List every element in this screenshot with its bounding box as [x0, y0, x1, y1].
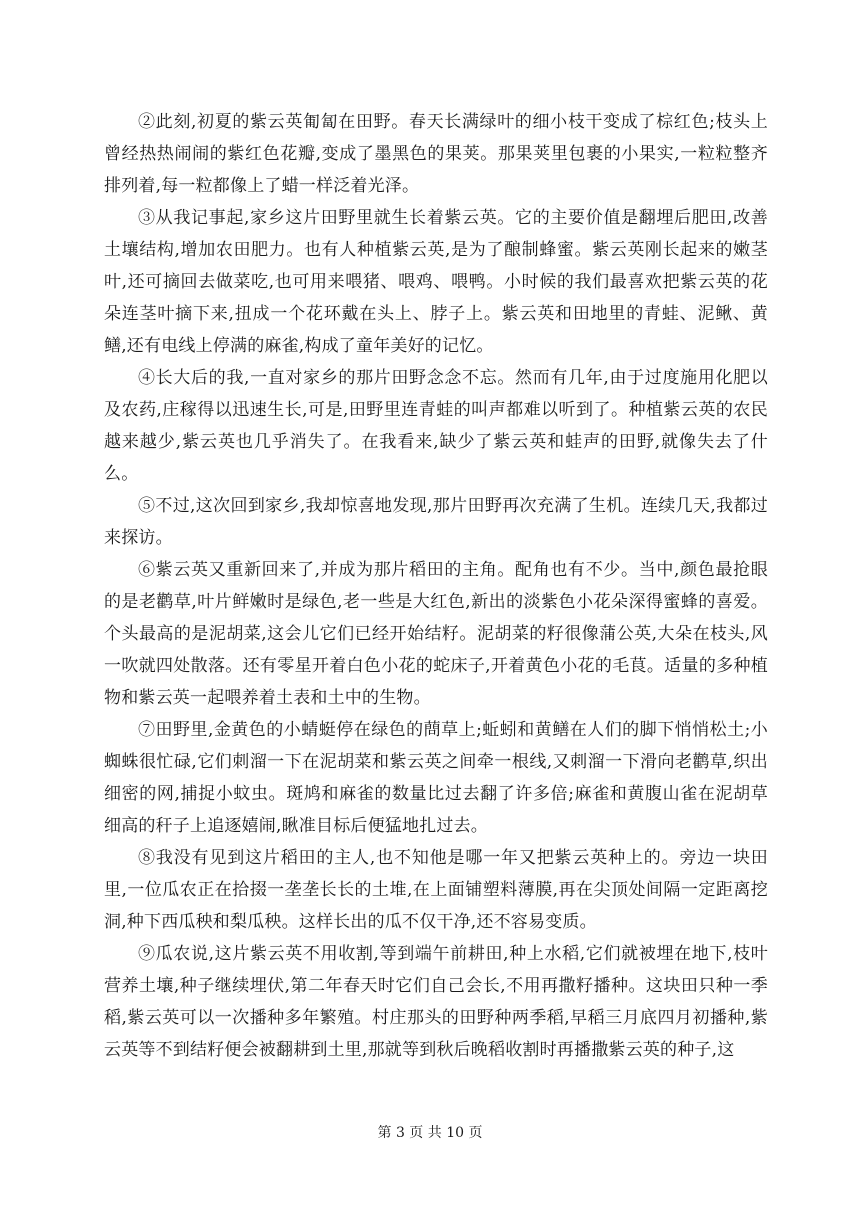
paragraph-8: ⑧我没有见到这片稻田的主人,也不知他是哪一年又把紫云英种上的。旁边一块田里,一位瓜农正在拾掇一垄垄长长的土堆,在上面铺塑料薄膜,再在尖顶处间隔一定距离挖洞,种下西瓜秧和梨瓜秧。这样长出的瓜不仅干净,还不容易变质。: [104, 848, 768, 932]
page-number-footer: 第 3 页 共 10 页: [377, 1125, 483, 1141]
paragraph-7: ⑦田野里,金黄色的小蜻蜓停在绿色的蔄草上;蚯蚓和黄鳝在人们的脚下悄悄松土;小蜘蛛很忙碌,它们刺溜一下在泥胡菜和紫云英之间牵一根线,又刺溜一下滑向老鹳草,织出细密的网,捕捉小蚊虫。斑鸠和麻雀的数量比过去翻了许多倍;麻雀和黄腹山雀在泥胡草细高的秆子上追逐嬉闹,瞅准目标后便猛地扎过去。: [104, 720, 768, 836]
document-body: [104, 106, 768, 1066]
paragraph-5: ⑤不过,这次回到家乡,我却惊喜地发现,那片田野再次充满了生机。连续几天,我都过来探访。: [104, 496, 768, 548]
paragraph-4: ④长大后的我,一直对家乡的那片田野念念不忘。然而有几年,由于过度施用化肥以及农药,庄稼得以迅速生长,可是,田野里连青蛙的叫声都难以听到了。种植紫云英的农民越来越少,紫云英也几乎消失了。在我看来,缺少了紫云英和蛙声的田野,就像失去了什么。: [104, 368, 768, 484]
paragraph-6: ⑥紫云英又重新回来了,并成为那片稻田的主角。配角也有不少。当中,颜色最抢眼的是老鹳草,叶片鲜嫩时是绿色,老一些是大红色,新出的淡紫色小花朵深得蜜蜂的喜爱。个头最高的是泥胡菜,这会儿它们已经开始结籽。泥胡菜的籽很像蒲公英,大朵在枝头,风一吹就四处散落。还有零星开着白色小花的蛇床子,开着黄色小花的毛茛。适量的多种植物和紫云英一起喂养着土表和土中的生物。: [104, 560, 768, 708]
paragraph-9: ⑨瓜农说,这片紫云英不用收割,等到端午前耕田,种上水稻,它们就被埋在地下,枝叶营养土壤,种子继续埋伏,第二年春天时它们自己会长,不用再撒籽播种。这块田只种一季稻,紫云英可以一次播种多年繁殖。村庄那头的田野种两季稻,早稻三月底四月初播种,紫云英等不到结籽便会被翻耕到土里,那就等到秋后晚稻收割时再播撒紫云英的种子,这: [104, 944, 768, 1060]
paragraph-2: ②此刻,初夏的紫云英匍匐在田野。春天长满绿叶的细小枝干变成了棕红色;枝头上曾经热热闹闹的紫红色花瓣,变成了墨黑色的果荚。那果荚里包裹的小果实,一粒粒整齐排列着,每一粒都像上了蜡一样泛着光泽。: [104, 112, 768, 196]
paragraph-3: ③从我记事起,家乡这片田野里就生长着紫云英。它的主要价值是翻埋后肥田,改善土壤结构,增加农田肥力。也有人种植紫云英,是为了酿制蜂蜜。紫云英刚长起来的嫩茎叶,还可摘回去做菜吃,也可用来喂猪、喂鸡、喂鸭。小时候的我们最喜欢把紫云英的花朵连茎叶摘下来,扭成一个花环戴在头上、脖子上。紫云英和田地里的青蛙、泥鳅、黄鳝,还有电线上停满的麻雀,构成了童年美好的记忆。: [104, 208, 768, 356]
